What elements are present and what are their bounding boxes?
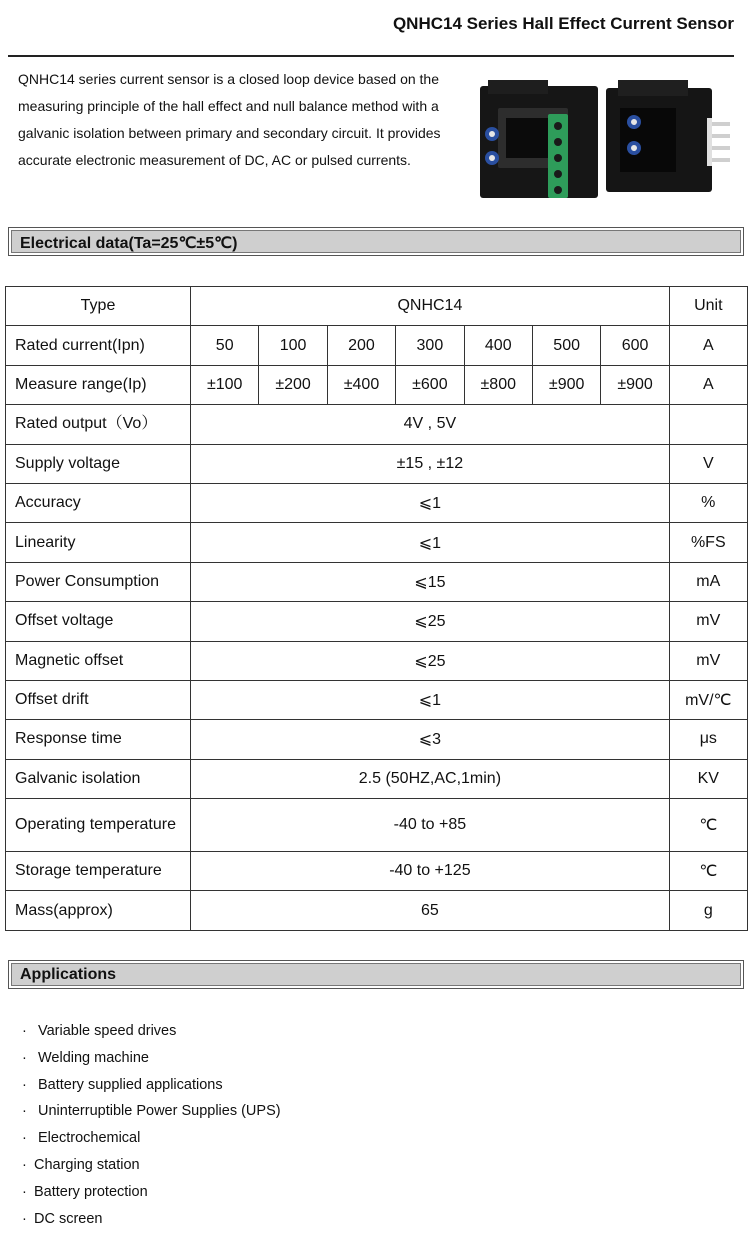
intro-paragraph: QNHC14 series current sensor is a closed loop device based on the measuring principle of the hall effect and null balance method with a galvanic isolation between primary and secondary circuit. It provides accurate electronic measurement of DC, AC or pulsed currents. — [18, 71, 441, 168]
table-row — [6, 720, 748, 759]
header-type: Type — [6, 287, 191, 326]
table-row — [6, 641, 748, 680]
cell-value: ±600 — [396, 365, 464, 404]
row-label: Mass(approx) — [6, 891, 191, 930]
section-title-electrical: Electrical data(Ta=25℃±5℃) — [20, 235, 238, 252]
section-header-applications — [8, 960, 744, 989]
cell-unit: A — [669, 365, 747, 404]
section-title-applications: Applications — [20, 966, 117, 983]
cell-value: ±100 — [191, 365, 259, 404]
list-item-label: Electrochemical — [38, 1130, 141, 1147]
cell-value: ±900 — [532, 365, 600, 404]
row-label: Rated current(Ipn) — [6, 326, 191, 365]
list-item-label: Battery protection — [34, 1183, 148, 1200]
applications-list — [22, 1018, 281, 1232]
cell-unit: mA — [669, 562, 747, 601]
cell-unit: %FS — [669, 523, 747, 562]
cell-unit: A — [669, 326, 747, 365]
bullet-icon: · — [22, 1156, 27, 1173]
row-label: Magnetic offset — [6, 641, 191, 680]
cell-value: 200 — [327, 326, 395, 365]
row-label: Offset voltage — [6, 602, 191, 641]
list-item-label: Battery supplied applications — [38, 1076, 223, 1093]
cell-value: ±15 , ±12 — [191, 444, 670, 483]
row-label: Galvanic isolation — [6, 759, 191, 798]
row-label: Storage temperature — [6, 852, 191, 891]
list-item — [22, 1098, 281, 1125]
list-item — [22, 1179, 281, 1206]
sensor-side-image — [606, 80, 730, 192]
list-item-label: Welding machine — [38, 1049, 149, 1066]
cell-value: ±200 — [259, 365, 327, 404]
list-item — [22, 1072, 281, 1099]
cell-value: ⩽25 — [191, 641, 670, 680]
cell-value: ⩽15 — [191, 562, 670, 601]
cell-value: ⩽3 — [191, 720, 670, 759]
cell-unit: ℃ — [669, 799, 747, 852]
section-header-electrical — [8, 227, 744, 256]
list-item — [22, 1018, 281, 1045]
row-label: Power Consumption — [6, 562, 191, 601]
cell-unit: V — [669, 444, 747, 483]
bullet-icon: · — [22, 1023, 27, 1039]
list-item-label: Uninterruptible Power Supplies (UPS) — [38, 1103, 281, 1120]
cell-unit: mV — [669, 641, 747, 680]
table-row — [6, 891, 748, 930]
cell-value: 4V , 5V — [191, 405, 670, 444]
row-label: Measure range(Ip) — [6, 365, 191, 404]
table-row — [6, 483, 748, 522]
row-label: Offset drift — [6, 680, 191, 719]
cell-value: 500 — [532, 326, 600, 365]
cell-unit — [669, 405, 747, 444]
cell-value: ⩽1 — [191, 483, 670, 522]
table-row-rated-current — [6, 326, 748, 365]
header-model: QNHC14 — [191, 287, 670, 326]
cell-value: ⩽25 — [191, 602, 670, 641]
table-row-measure-range — [6, 365, 748, 404]
table-row — [6, 799, 748, 852]
table-row — [6, 759, 748, 798]
row-label: Response time — [6, 720, 191, 759]
cell-value: ±800 — [464, 365, 532, 404]
table-row — [6, 523, 748, 562]
table-row — [6, 405, 748, 444]
bullet-icon: · — [22, 1183, 27, 1200]
bullet-icon: · — [22, 1076, 27, 1093]
cell-value: -40 to +85 — [191, 799, 670, 852]
cell-unit: mV/℃ — [669, 680, 747, 719]
cell-value: 2.5 (50HZ,AC,1min) — [191, 759, 670, 798]
page-title: QNHC14 Series Hall Effect Current Sensor — [392, 14, 734, 33]
cell-unit: mV — [669, 602, 747, 641]
cell-value: ±400 — [327, 365, 395, 404]
list-item-label: Charging station — [34, 1156, 140, 1173]
row-label: Rated output（Vo） — [6, 405, 191, 444]
cell-unit: μs — [669, 720, 747, 759]
cell-value: ⩽1 — [191, 680, 670, 719]
list-item — [22, 1206, 281, 1233]
table-row — [6, 680, 748, 719]
cell-unit: % — [669, 483, 747, 522]
list-item — [22, 1152, 281, 1179]
cell-unit: g — [669, 891, 747, 930]
bullet-icon: · — [22, 1049, 27, 1066]
list-item-label: Variable speed drives — [38, 1023, 177, 1039]
cell-value: -40 to +125 — [191, 852, 670, 891]
cell-value: 100 — [259, 326, 327, 365]
cell-value: 400 — [464, 326, 532, 365]
cell-unit: ℃ — [669, 852, 747, 891]
title-divider — [8, 55, 734, 57]
table-row — [6, 444, 748, 483]
spec-table — [5, 286, 748, 931]
list-item-label: DC screen — [34, 1210, 103, 1227]
cell-value: 65 — [191, 891, 670, 930]
cell-value: 50 — [191, 326, 259, 365]
row-label: Supply voltage — [6, 444, 191, 483]
row-label: Accuracy — [6, 483, 191, 522]
sensor-front-image — [480, 80, 598, 198]
cell-value: ⩽1 — [191, 523, 670, 562]
cell-value: 600 — [601, 326, 669, 365]
table-row — [6, 602, 748, 641]
bullet-icon: · — [22, 1210, 27, 1227]
header-unit: Unit — [669, 287, 747, 326]
table-header-row — [6, 287, 748, 326]
bullet-icon: · — [22, 1103, 27, 1120]
cell-value: 300 — [396, 326, 464, 365]
cell-value: ±900 — [601, 365, 669, 404]
list-item — [22, 1045, 281, 1072]
row-label: Linearity — [6, 523, 191, 562]
cell-unit: KV — [669, 759, 747, 798]
table-row — [6, 852, 748, 891]
list-item — [22, 1125, 281, 1152]
table-row — [6, 562, 748, 601]
row-label: Operating temperature — [6, 799, 191, 852]
bullet-icon: · — [22, 1130, 27, 1147]
product-photo — [478, 78, 733, 208]
